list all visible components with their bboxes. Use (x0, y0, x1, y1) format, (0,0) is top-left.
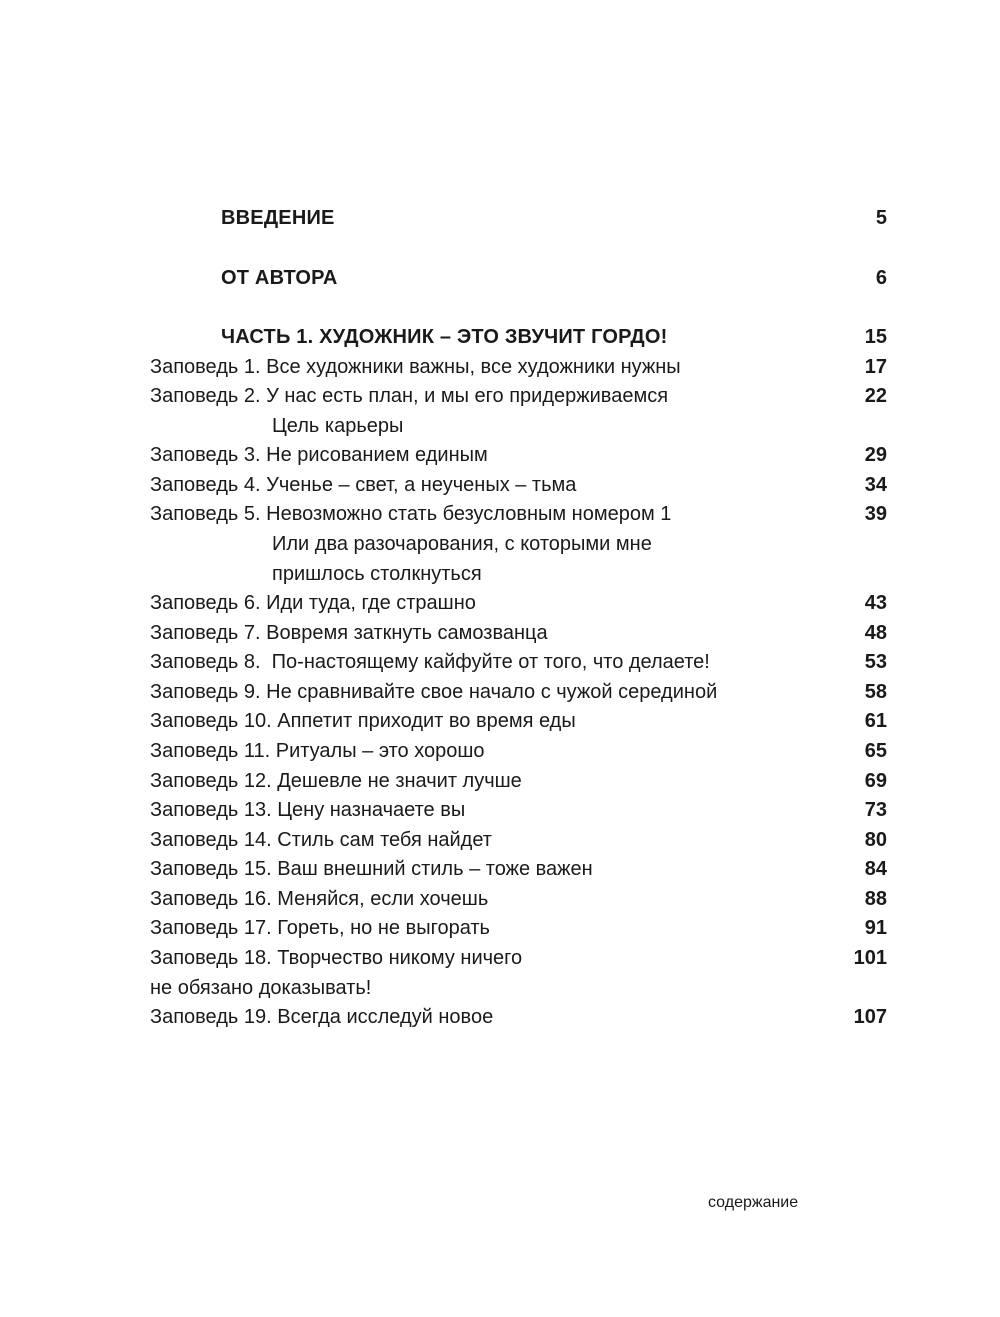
toc-page-number: 73 (864, 799, 887, 821)
toc-entry-title: Заповедь 11. Ритуалы – это хорошо (150, 740, 485, 762)
toc-heading[interactable] (0, 203, 1000, 233)
toc-entry[interactable] (0, 1002, 1000, 1032)
toc-entry[interactable] (0, 499, 1000, 529)
toc-page-number: 22 (864, 385, 887, 407)
toc-page-number: 84 (864, 858, 887, 880)
toc-entry-title: Заповедь 9. Не сравнивайте свое начало с чужой серединой (150, 681, 718, 703)
toc-page-number: 61 (864, 710, 887, 732)
toc-entry[interactable] (0, 352, 1000, 382)
toc-page-number: 80 (864, 829, 887, 851)
toc-entry-title: Заповедь 19. Всегда исследуй новое (150, 1006, 494, 1028)
toc-page-number: 107 (853, 1006, 887, 1028)
toc-entry-title: Заповедь 10. Аппетит приходит во время еды (150, 710, 576, 732)
toc-subentry-title: пришлось столкнуться (272, 563, 482, 585)
toc-page-number: 17 (864, 356, 887, 378)
toc-entry-title: Заповедь 3. Не рисованием единым (150, 444, 488, 466)
toc-subentry-title: Или два разочарования, с которыми мне (272, 533, 652, 555)
toc-entry-title: Заповедь 1. Все художники важны, все художники нужны (150, 356, 681, 378)
running-footer: содержание (708, 1194, 799, 1211)
toc-entry[interactable] (0, 854, 1000, 884)
toc-page-number: 88 (864, 888, 887, 910)
toc-entry-title: Заповедь 5. Невозможно стать безусловным номером 1 (150, 503, 672, 525)
toc-entry-title: Заповедь 16. Меняйся, если хочешь (150, 888, 489, 910)
toc-heading-title: ВВЕДЕНИЕ (221, 207, 335, 229)
toc-page-number: 6 (875, 267, 887, 289)
toc-entry[interactable] (0, 470, 1000, 500)
toc-entry[interactable] (0, 588, 1000, 618)
toc-entry-title: Заповедь 17. Гореть, но не выгорать (150, 917, 490, 939)
toc-entry[interactable] (0, 381, 1000, 411)
toc-entry-title: Заповедь 12. Дешевле не значит лучше (150, 770, 522, 792)
toc-entry[interactable] (0, 913, 1000, 943)
toc-heading-title: ЧАСТЬ 1. ХУДОЖНИК – ЭТО ЗВУЧИТ ГОРДО! (221, 326, 668, 348)
toc-page-number: 65 (864, 740, 887, 762)
toc-entry-title: Заповедь 4. Ученье – свет, а неученых – тьма (150, 474, 577, 496)
toc-heading[interactable] (0, 322, 1000, 352)
toc-entry-continuation[interactable] (0, 973, 1000, 1003)
toc-page-number: 101 (853, 947, 887, 969)
toc-entry-title: Заповедь 13. Цену назначаете вы (150, 799, 466, 821)
toc-page-number: 43 (864, 592, 887, 614)
toc-page-number: 53 (864, 651, 887, 673)
toc-entry[interactable] (0, 647, 1000, 677)
toc-page-number: 48 (864, 622, 887, 644)
toc-entry[interactable] (0, 766, 1000, 796)
toc-entry-title: Заповедь 2. У нас есть план, и мы его придерживаемся (150, 385, 669, 407)
toc-entry-title: Заповедь 18. Творчество никому ничего (150, 947, 523, 969)
toc-entry-title: Заповедь 6. Иди туда, где страшно (150, 592, 476, 614)
toc-page-number: 91 (864, 917, 887, 939)
toc-entry-title: не обязано доказывать! (150, 977, 372, 999)
toc-entry-title: Заповедь 7. Вовремя заткнуть самозванца (150, 622, 548, 644)
toc-heading[interactable] (0, 263, 1000, 293)
toc-entry-title: Заповедь 15. Ваш внешний стиль – тоже важен (150, 858, 593, 880)
toc-entry[interactable] (0, 706, 1000, 736)
toc-page-number: 39 (864, 503, 887, 525)
toc-entry-title: Заповедь 8. По-настоящему кайфуйте от того, что делаете! (150, 651, 710, 673)
toc-subentry-title: Цель карьеры (272, 415, 404, 437)
toc-page-number: 15 (864, 326, 887, 348)
toc-page-number: 69 (864, 770, 887, 792)
toc-subentry[interactable] (0, 559, 1000, 589)
toc-page-number: 5 (875, 207, 887, 229)
toc-entry[interactable] (0, 825, 1000, 855)
toc-entry-title: Заповедь 14. Стиль сам тебя найдет (150, 829, 492, 851)
toc-entry[interactable] (0, 677, 1000, 707)
toc-entry[interactable] (0, 736, 1000, 766)
toc-entry[interactable] (0, 618, 1000, 648)
toc-subentry[interactable] (0, 529, 1000, 559)
toc-entry[interactable] (0, 943, 1000, 973)
toc-page-number: 29 (864, 444, 887, 466)
toc-page-number: 58 (864, 681, 887, 703)
toc-subentry[interactable] (0, 411, 1000, 441)
toc-entry[interactable] (0, 440, 1000, 470)
toc-entry[interactable] (0, 795, 1000, 825)
toc-page-number: 34 (864, 474, 887, 496)
toc-entry[interactable] (0, 884, 1000, 914)
toc-heading-title: ОТ АВТОРА (221, 267, 338, 289)
